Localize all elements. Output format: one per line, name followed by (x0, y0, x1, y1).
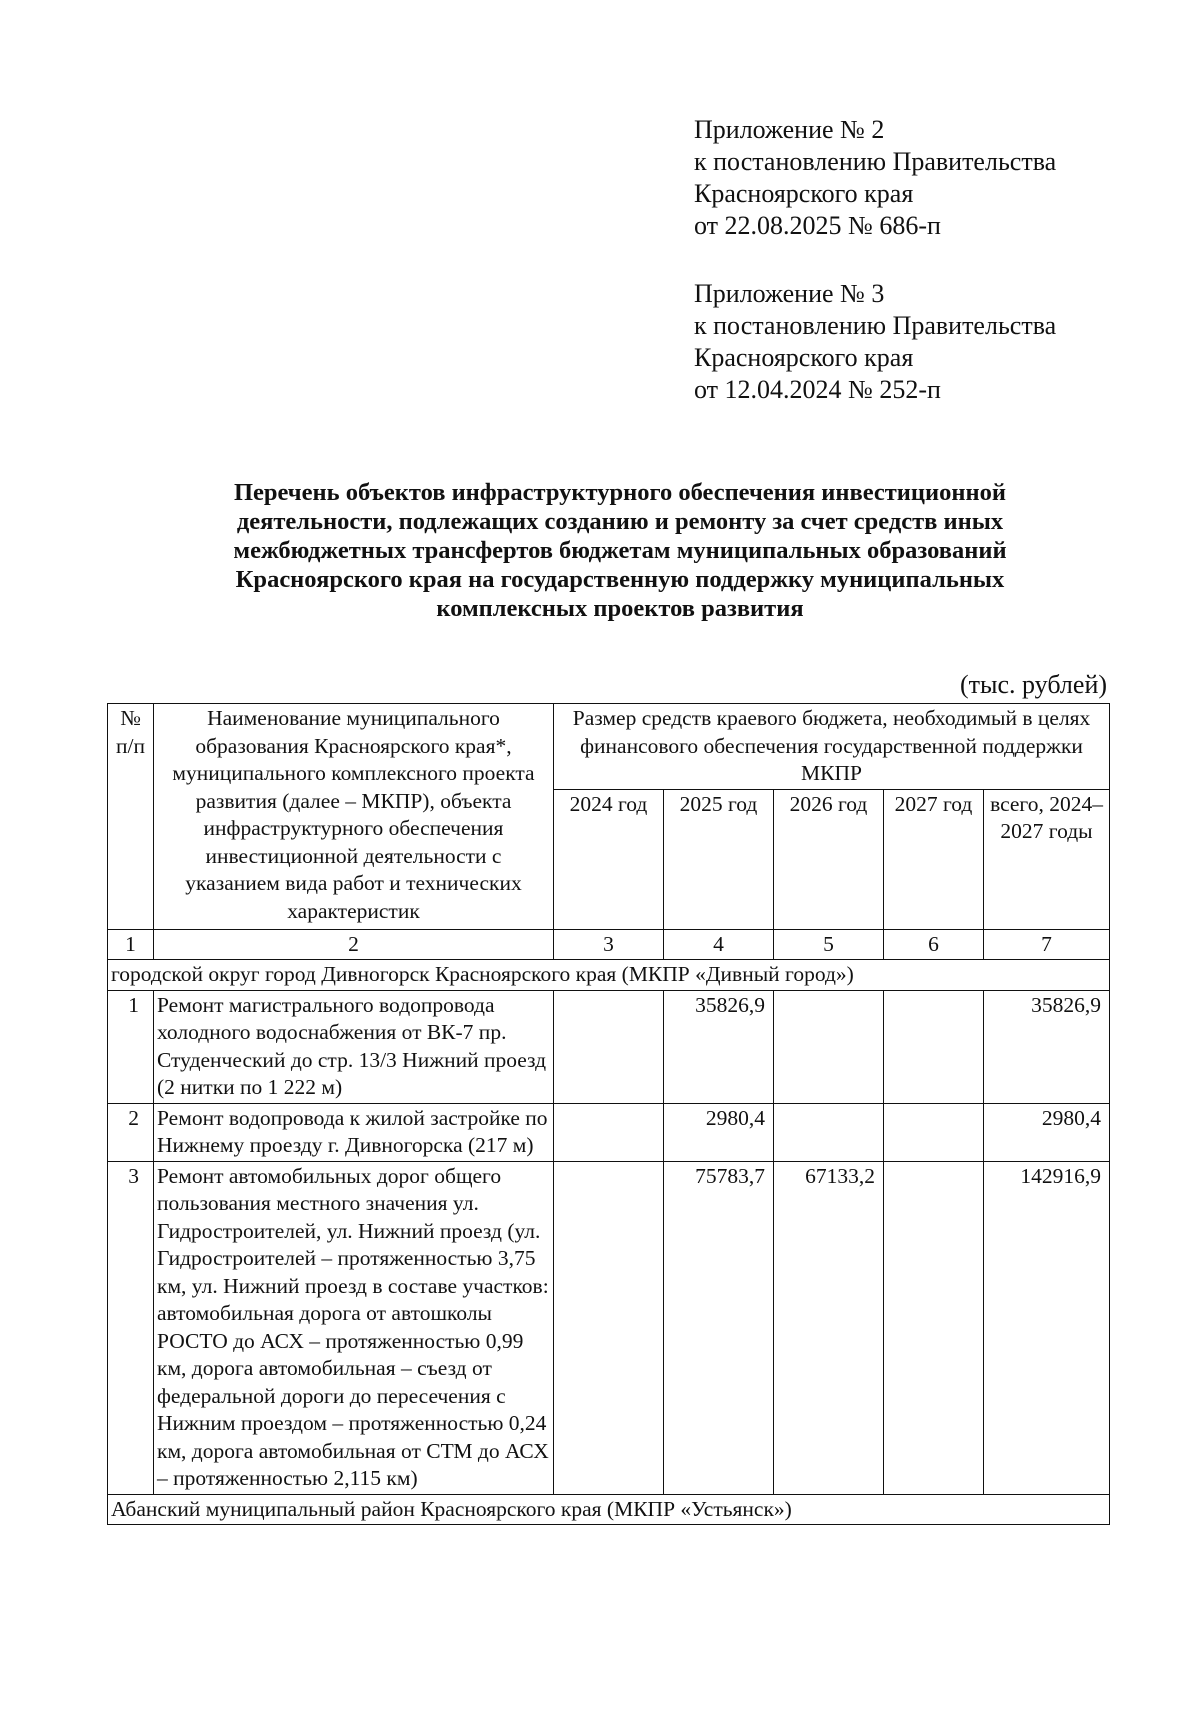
header-funds: Размер средств краевого бюджета, необходимый в целях финансового обеспечения государственной поддержки МКПР (554, 704, 1110, 790)
header-2025: 2025 год (664, 789, 774, 929)
row-total: 142916,9 (984, 1161, 1110, 1494)
title-line-3: межбюджетных трансфертов бюджетам муниципальных образований (233, 537, 1007, 564)
header-2026: 2026 год (774, 789, 884, 929)
row-2024 (554, 990, 664, 1103)
section-title-abansky: Абанский муниципальный район Красноярского края (МКПР «Устьянск») (108, 1494, 1110, 1525)
col-number: 5 (774, 929, 884, 960)
row-2027 (884, 1103, 984, 1161)
appendix-3-line-2: к постановлению Правительства (694, 311, 1057, 340)
title-line-4: Красноярского края на государственную поддержку муниципальных (235, 566, 1005, 593)
row-2026: 67133,2 (774, 1161, 884, 1494)
title-line-1: Перечень объектов инфраструктурного обеспечения инвестиционной (233, 479, 1006, 506)
row-total: 2980,4 (984, 1103, 1110, 1161)
section-row (108, 1494, 1110, 1525)
appendix-2-line-2: к постановлению Правительства (694, 147, 1057, 176)
table-row (108, 990, 1110, 1103)
section-title-divnogorsk: городской округ город Дивногорск Красноярского края (МКПР «Дивный город») (108, 960, 1110, 991)
column-numbers-row (108, 929, 1110, 960)
appendix-2-block (694, 114, 1056, 242)
title-line-2: деятельности, подлежащих созданию и ремонту за счет средств иных (236, 508, 1004, 535)
row-2025: 35826,9 (664, 990, 774, 1103)
appendix-3-line-1: Приложение № 3 (694, 279, 885, 308)
row-number: 1 (108, 990, 154, 1103)
header-num: № п/п (108, 704, 154, 930)
appendix-2-line-4: от 22.08.2025 № 686-п (694, 211, 941, 240)
unit-label: (тыс. рублей) (960, 670, 1108, 699)
row-number: 3 (108, 1161, 154, 1494)
row-2024 (554, 1161, 664, 1494)
col-number: 6 (884, 929, 984, 960)
objects-table (107, 703, 1110, 1525)
appendix-2-line-3: Красноярского края (694, 179, 914, 208)
table-row (108, 1161, 1110, 1494)
col-number: 7 (984, 929, 1110, 960)
col-number: 4 (664, 929, 774, 960)
appendix-3-line-3: Красноярского края (694, 343, 914, 372)
header-name: Наименование муниципального образования Красноярского края*, муниципального комплексного проекта развития (далее – МКПР), объекта инфраструктурного обеспечения инвестиционной деятельности с указанием вида работ и технических характеристик (154, 704, 554, 930)
row-total: 35826,9 (984, 990, 1110, 1103)
header-2024: 2024 год (554, 789, 664, 929)
row-2027 (884, 1161, 984, 1494)
header-row (108, 704, 1110, 790)
appendix-3-line-4: от 12.04.2024 № 252-п (694, 375, 941, 404)
title-line-5: комплексных проектов развития (436, 595, 804, 622)
header-total: всего, 2024–2027 годы (984, 789, 1110, 929)
row-2025: 75783,7 (664, 1161, 774, 1494)
row-2024 (554, 1103, 664, 1161)
col-number: 3 (554, 929, 664, 960)
row-name: Ремонт автомобильных дорог общего пользования местного значения ул. Гидростроителей, ул. Нижний проезд (ул. Гидростроителей – протяженностью 3,75 км, ул. Нижний проезд в составе участков: автомобильная дорога от автошколы РОСТО до АСХ – протяженностью 0,99 км, дорога автомобильная – съезд от федеральной дороги до пересечения с Нижним проездом – протяженностью 0,24 км, дорога автомобильная от СТМ до АСХ – протяженностью 2,115 км) (154, 1161, 554, 1494)
table-row (108, 1103, 1110, 1161)
appendix-2-line-1: Приложение № 2 (694, 115, 885, 144)
col-number: 1 (108, 929, 154, 960)
header-2027: 2027 год (884, 789, 984, 929)
row-2026 (774, 1103, 884, 1161)
row-name: Ремонт магистрального водопровода холодного водоснабжения от ВК-7 пр. Студенческий до стр. 13/3 Нижний проезд (2 нитки по 1 222 м) (154, 990, 554, 1103)
section-row (108, 960, 1110, 991)
row-2027 (884, 990, 984, 1103)
row-name: Ремонт водопровода к жилой застройке по Нижнему проезду г. Дивногорска (217 м) (154, 1103, 554, 1161)
col-number: 2 (154, 929, 554, 960)
row-number: 2 (108, 1103, 154, 1161)
row-2025: 2980,4 (664, 1103, 774, 1161)
row-2026 (774, 990, 884, 1103)
document-title (140, 478, 1100, 623)
appendix-3-block (694, 278, 1056, 406)
